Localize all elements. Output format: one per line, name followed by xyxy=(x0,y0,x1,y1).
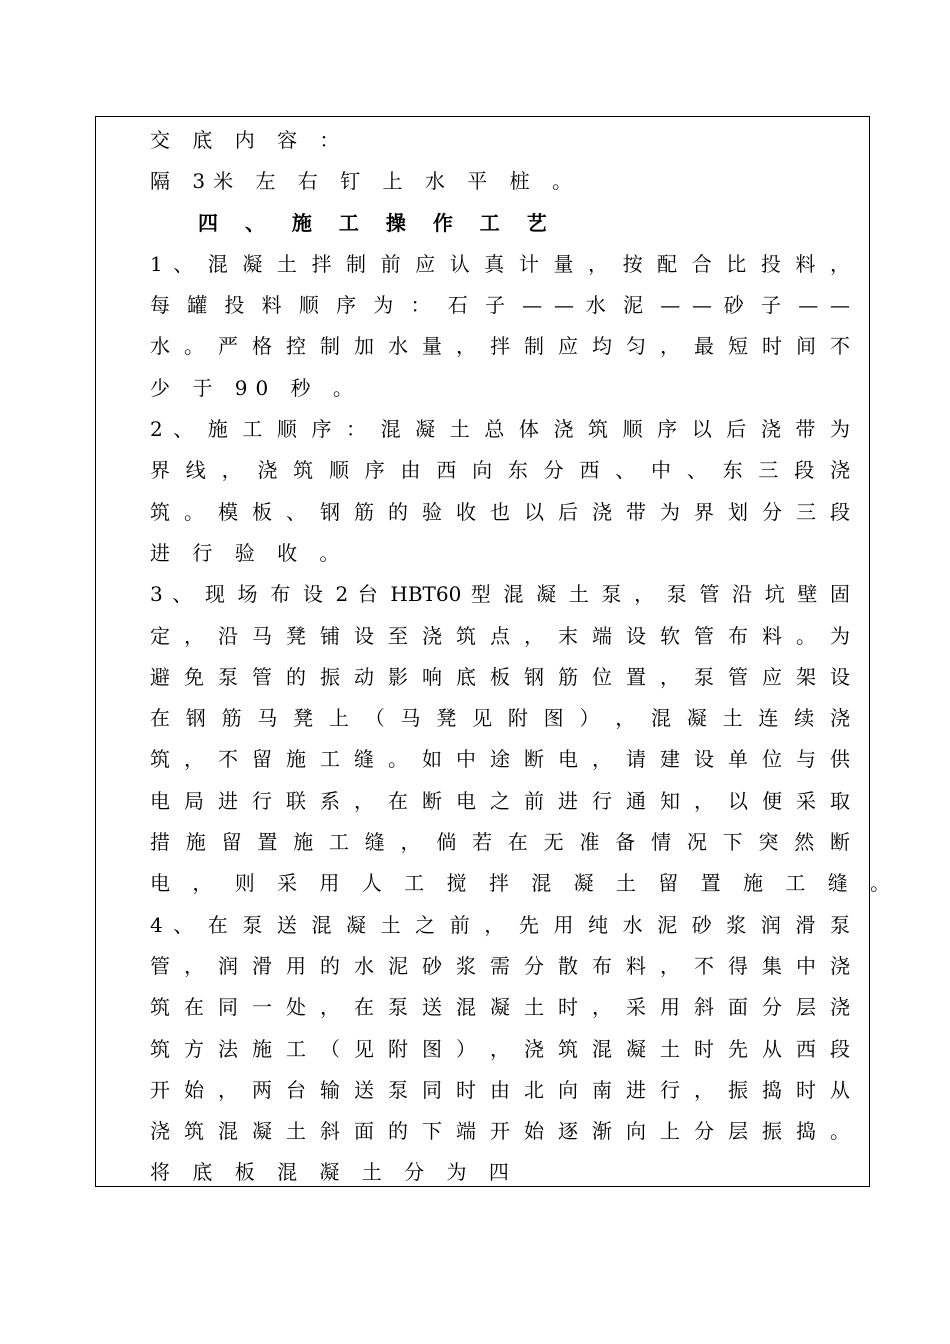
disclosure-content-box xyxy=(95,116,899,1187)
text-line: 界 线 ， 浇 筑 顺 序 由 西 向 东 分 西 、 中 、 东 三 段 浇 xyxy=(150,458,850,483)
text-line: 进 行 验 收 。 xyxy=(150,540,348,565)
text-line: 筑 方 法 施 工 （ 见 附 图 ） ， 浇 筑 混 凝 土 时 先 从 西 段 xyxy=(150,1036,850,1061)
text-line: 措 施 留 置 施 工 缝 ， 倘 若 在 无 准 备 情 况 下 突 然 断 xyxy=(150,830,850,855)
text-line: 管 ， 润 滑 用 的 水 泥 砂 浆 需 分 散 布 料 ， 不 得 集 中 浇 xyxy=(150,953,850,978)
text-line: 1 、 混 凝 土 拌 制 前 应 认 真 计 量 ， 按 配 合 比 投 料 ， xyxy=(150,251,850,276)
text-line: 筑 在 同 一 处 ， 在 泵 送 混 凝 土 时 ， 采 用 斜 面 分 层 浇 xyxy=(150,995,850,1020)
text-line: 筑 。 模 板 、 钢 筋 的 验 收 也 以 后 浇 带 为 界 划 分 三 段 xyxy=(150,499,850,524)
text-line: 在 钢 筋 马 凳 上 （ 马 凳 见 附 图 ） ， 混 凝 土 连 续 浇 xyxy=(150,706,850,731)
text-line: 2 、 施 工 顺 序 ： 混 凝 土 总 体 浇 筑 顺 序 以 后 浇 带 为 xyxy=(150,417,850,442)
text-line: 浇 筑 混 凝 土 斜 面 的 下 端 开 始 逐 渐 向 上 分 层 振 捣 。 xyxy=(150,1119,850,1144)
text-line: 少 于 90 秒 。 xyxy=(150,375,361,400)
text-line: 筑 ， 不 留 施 工 缝 。 如 中 途 断 电 ， 请 建 设 单 位 与 供 xyxy=(150,747,850,772)
text-line: 4 、 在 泵 送 混 凝 土 之 前 ， 先 用 纯 水 泥 砂 浆 润 滑 泵 xyxy=(150,912,850,937)
content-label: 交 底 内 容 ： xyxy=(150,128,348,152)
text-line: 定 ， 沿 马 凳 铺 设 至 浇 筑 点 ， 末 端 设 软 管 布 料 。 为 xyxy=(150,623,850,648)
disclosure-body xyxy=(150,120,899,1194)
text-line: 隔 3米 左 右 钉 上 水 平 桩 。 xyxy=(150,169,580,194)
text-line: 3 、 现 场 布 设 2 台 HBT60 型 混 凝 土 泵 ， 泵 管 沿 坑 壁 固 xyxy=(150,582,850,607)
text-line: 水 。 严 格 控 制 加 水 量 ， 拌 制 应 均 匀 ， 最 短 时 间 不 xyxy=(150,334,850,359)
text-line: 电 ， 则 采 用 人 工 搅 拌 混 凝 土 留 置 施 工 缝 。 xyxy=(150,871,899,896)
section-heading: 四 、 施 工 操 作 工 艺 xyxy=(198,210,557,235)
text-line: 开 始 ， 两 台 输 送 泵 同 时 由 北 向 南 进 行 ， 振 捣 时 从 xyxy=(150,1077,850,1102)
text-line: 电 局 进 行 联 系 ， 在 断 电 之 前 进 行 通 知 ， 以 便 采 取 xyxy=(150,788,850,813)
text-line: 将 底 板 混 凝 土 分 为 四 xyxy=(150,1160,517,1185)
text-line: 避 免 泵 管 的 振 动 影 响 底 板 钢 筋 位 置 ， 泵 管 应 架 设 xyxy=(150,664,850,689)
text-line: 每 罐 投 料 顺 序 为 ： 石 子 — — 水 泥 — — 砂 子 — — xyxy=(150,293,850,318)
